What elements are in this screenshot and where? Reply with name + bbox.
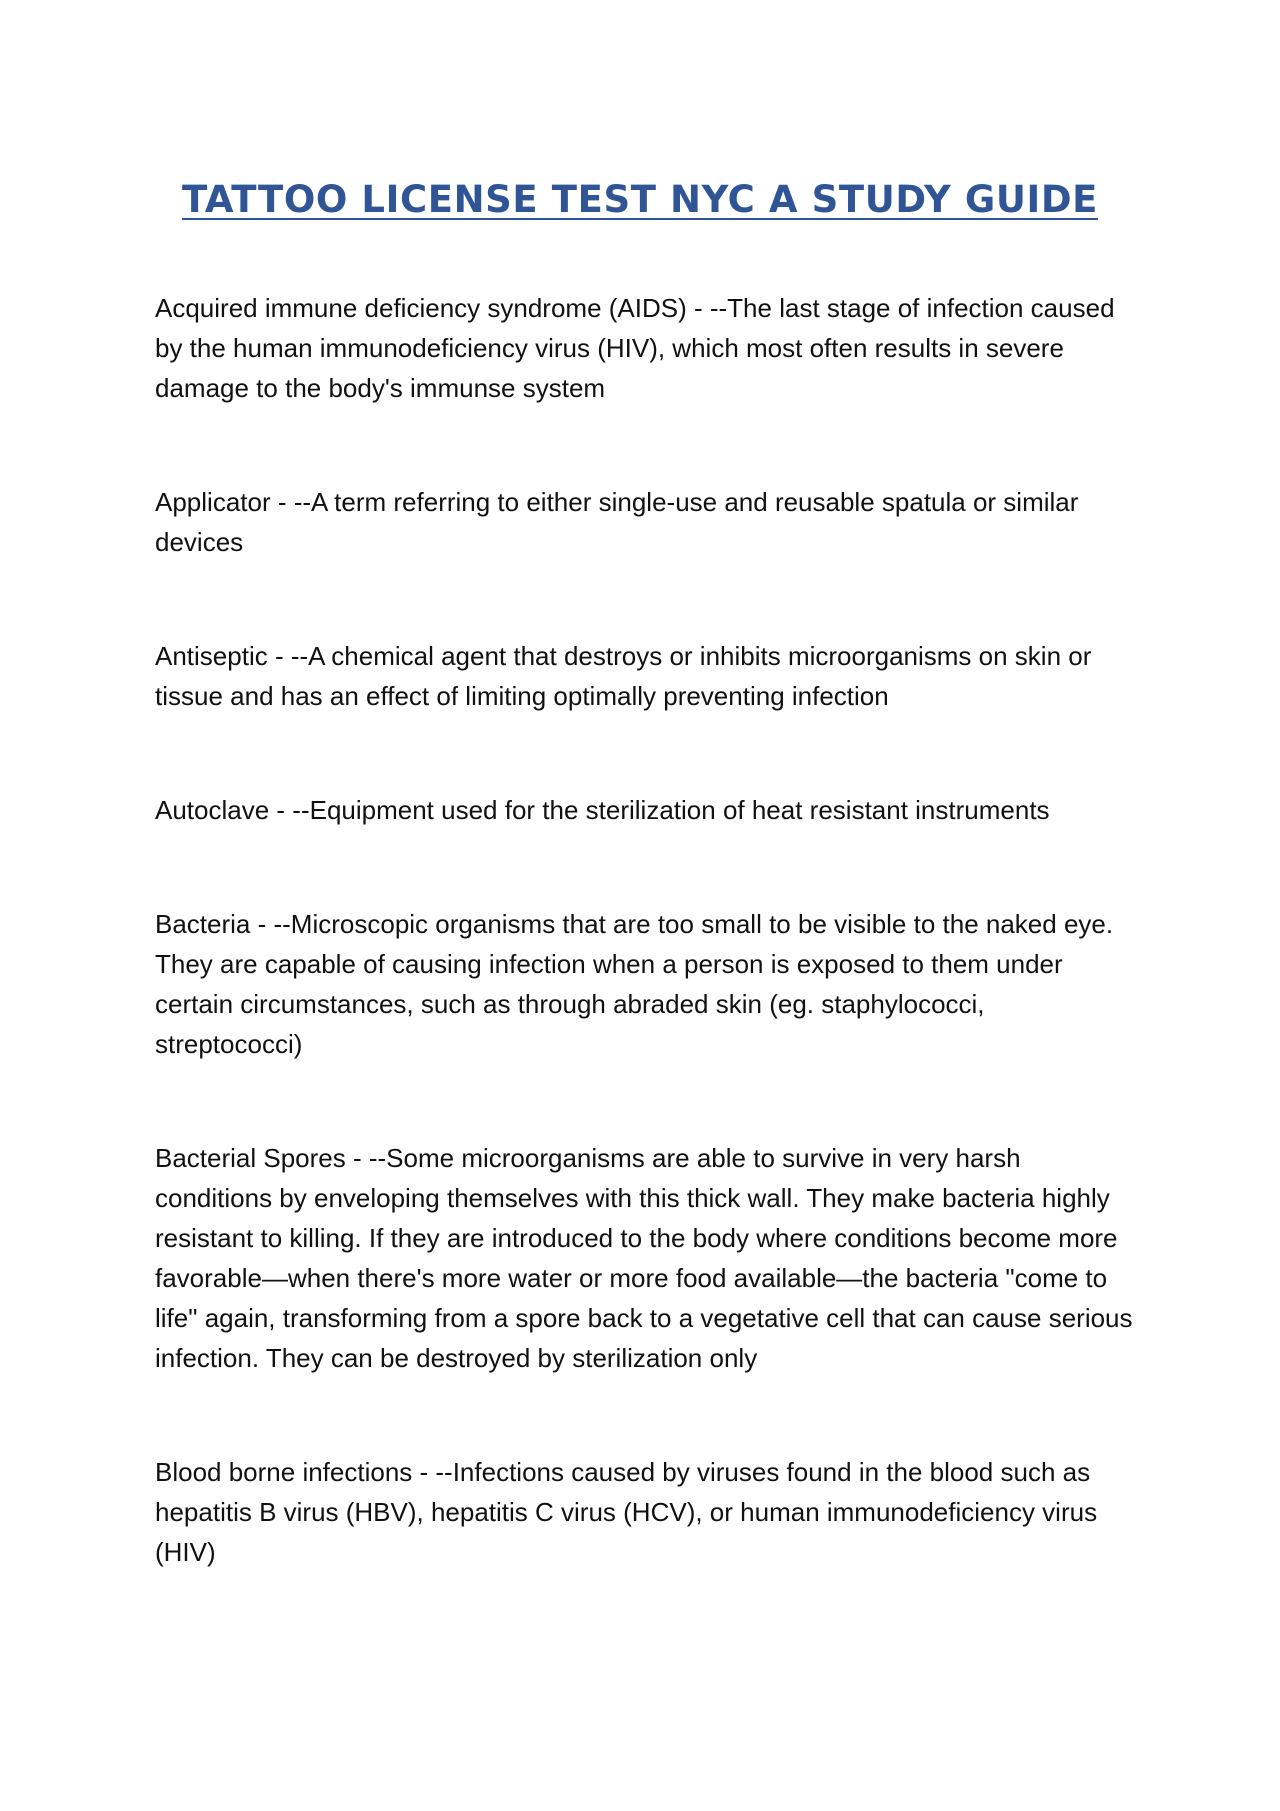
glossary-entry-autoclave: Autoclave - --Equipment used for the sterilization of heat resistant instruments: [155, 795, 1050, 825]
page-title: TATTOO LICENSE TEST NYC A STUDY GUIDE: [181, 178, 1099, 221]
glossary-entry-antiseptic: Antiseptic - --A chemical agent that destroys or inhibits microorganisms on skin or tissue and has an effect of limiting optimally preventing infection: [155, 641, 1092, 711]
glossary-list: [155, 288, 1135, 1572]
glossary-entry-aids: Acquired immune deficiency syndrome (AIDS) - --The last stage of infection caused by the human immunodeficiency virus (HIV), which most often results in severe damage to the body's immunse system: [155, 293, 1115, 403]
glossary-entry-bacterial-spores: Bacterial Spores - --Some microorganisms are able to survive in very harsh conditions by enveloping themselves with this thick wall. They make bacteria highly resistant to killing. If they are introduced to the body where conditions become more favorable—when there's more water or more food available—the bacteria "come to life" again, transforming from a spore back to a vegetative cell that can cause serious infection. They can be destroyed by sterilization only: [155, 1143, 1133, 1373]
glossary-entry-bacteria: Bacteria - --Microscopic organisms that are too small to be visible to the naked eye. They are capable of causing infection when a person is exposed to them under certain circumstances, such as through abraded skin (eg. staphylococci, streptococci): [155, 909, 1114, 1059]
glossary-entry-blood-borne-infections: Blood borne infections - --Infections caused by viruses found in the blood such as hepatitis B virus (HBV), hepatitis C virus (HCV), or human immunodeficiency virus (HIV): [155, 1457, 1098, 1567]
glossary-entry-applicator: Applicator - --A term referring to either single-use and reusable spatula or similar devices: [155, 487, 1079, 557]
